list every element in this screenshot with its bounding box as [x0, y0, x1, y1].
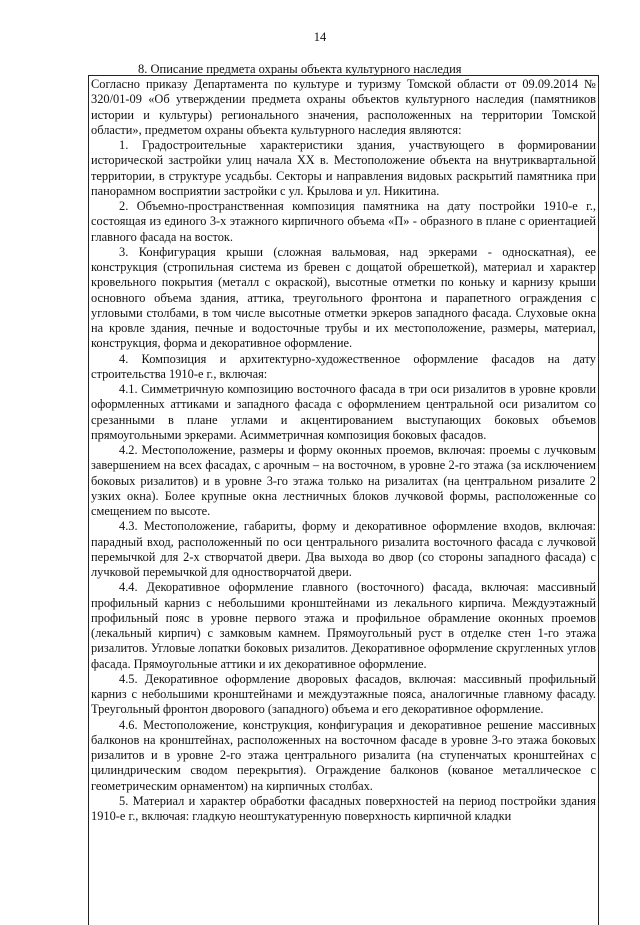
- paragraph-intro: Согласно приказу Департамента по культуре и туризму Томской области от 09.09.2014 № 320/01-09 «Об утверждении предмета охраны объектов культурного наследия (памятников истории и культуры) регионального значения, расположенных на территории Томской области», предметом охраны объекта культурного наследия являются:: [91, 77, 596, 137]
- paragraph-4-2: 4.2. Местоположение, размеры и форму оконных проемов, включая: проемы с лучковым завершением на всех фасадах, с арочным – на восточном, в уровне 2-го этажа (за исключением боковых ризалитов) и в уровне 3-го этажа только на ризалитах (на центральном ризалите 2 узких окна). Более крупные окна лестничных блоков лучковой формы, расположенные со смещением по высоте.: [91, 443, 596, 518]
- paragraph-4-4: 4.4. Декоративное оформление главного (восточного) фасада, включая: массивный профильный карниз с небольшими кронштейнами из лекального кирпича. Междуэтажный профильный пояс в уровне первого этажа и профильное обрамление оконных проемов (лекальный кирпич) с замковым камнем. Прямоугольный руст в отделке стен 1-го этажа ризалитов. Угловые лопатки боковых ризалитов. Декоративное оформление скругленных углов фасада. Прямоугольные аттики и их декоративное оформление.: [91, 580, 596, 671]
- paragraph-3: 3. Конфигурация крыши (сложная вальмовая, над эркерами - односкатная), ее конструкция (стропильная система из бревен с дощатой обрешеткой), материал и характер кровельного покрытия (металл с окраской), высотные отметки по коньку и карнизу крыши основного объема здания, аттика, треугольного фронтона и парапетного ограждения с угловыми столбами, в том числе высотные отметки эркеров западного фасада. Слуховые окна на кровле здания, печные и водосточные трубы и их местоположение, размеры, материал, конструкция, форма и декоративное оформление.: [91, 244, 596, 351]
- page-number: 14: [313, 30, 327, 44]
- paragraph-5: 5. Материал и характер обработки фасадных поверхностей на период постройки здания 1910-е г., включая: гладкую неоштукатуренную поверхность кирпичной кладки: [91, 793, 596, 823]
- paragraph-2: 2. Объемно-пространственная композиция памятника на дату постройки 1910-е г., состоящая из единого 3-х этажного кирпичного объема «П» - образного в плане с ориентацией главного фасада на восток.: [91, 199, 596, 244]
- paragraph-1: 1. Градостроительные характеристики здания, участвующего в формировании исторической застройки улиц начала XX в. Местоположение объекта на внутриквартальной территории, в структуре усадьбы. Секторы и направления видовых раскрытий памятника при панорамном восприятии застройки с ул. Крылова и ул. Никитина.: [91, 138, 596, 198]
- document-body: [91, 77, 596, 824]
- paragraph-4: 4. Композиция и архитектурно-художественное оформление фасадов на дату строительства 1910-е г., включая:: [91, 351, 596, 381]
- paragraph-4-1: 4.1. Симметричную композицию восточного фасада в три оси ризалитов в уровне кровли оформленных аттиками и западного фасада с оформлением центральной оси ризалитом со срезанными в плане углами и акцентированием выступающих боковых объемов прямоугольными эркерами. Асимметричная композиция боковых фасадов.: [91, 382, 596, 442]
- paragraph-4-6: 4.6. Местоположение, конструкция, конфигурация и декоративное решение массивных балконов на кронштейнах, расположенных на восточном фасаде в уровне 3-го этажа боковых ризалитов и в уровне 2-го этажа центрального ризалита (на ступенчатых кронштейнах с цилиндрическим сводом перекрытия). Ограждение балконов (кованое металлическое с геометрическим орнаментом) на кирпичных столбах.: [91, 717, 596, 793]
- paragraph-4-5: 4.5. Декоративное оформление дворовых фасадов, включая: массивный профильный карниз с небольшими кронштейнами и междуэтажные пояса, аналогичные главному фасаду. Треугольный фронтон дворового (западного) объема и его декоративное оформление.: [91, 671, 596, 717]
- section-heading: 8. Описание предмета охраны объекта культурного наследия: [138, 62, 462, 76]
- paragraph-4-3: 4.3. Местоположение, габариты, форму и декоративное оформление входов, включая: парадный вход, расположенный по оси центрального ризалита восточного фасада с лучковой перемычкой для 2-х створчатой двери. Два выхода во двор (со стороны западного фасада) с лучковой перемычкой для одностворчатой двери.: [91, 519, 596, 579]
